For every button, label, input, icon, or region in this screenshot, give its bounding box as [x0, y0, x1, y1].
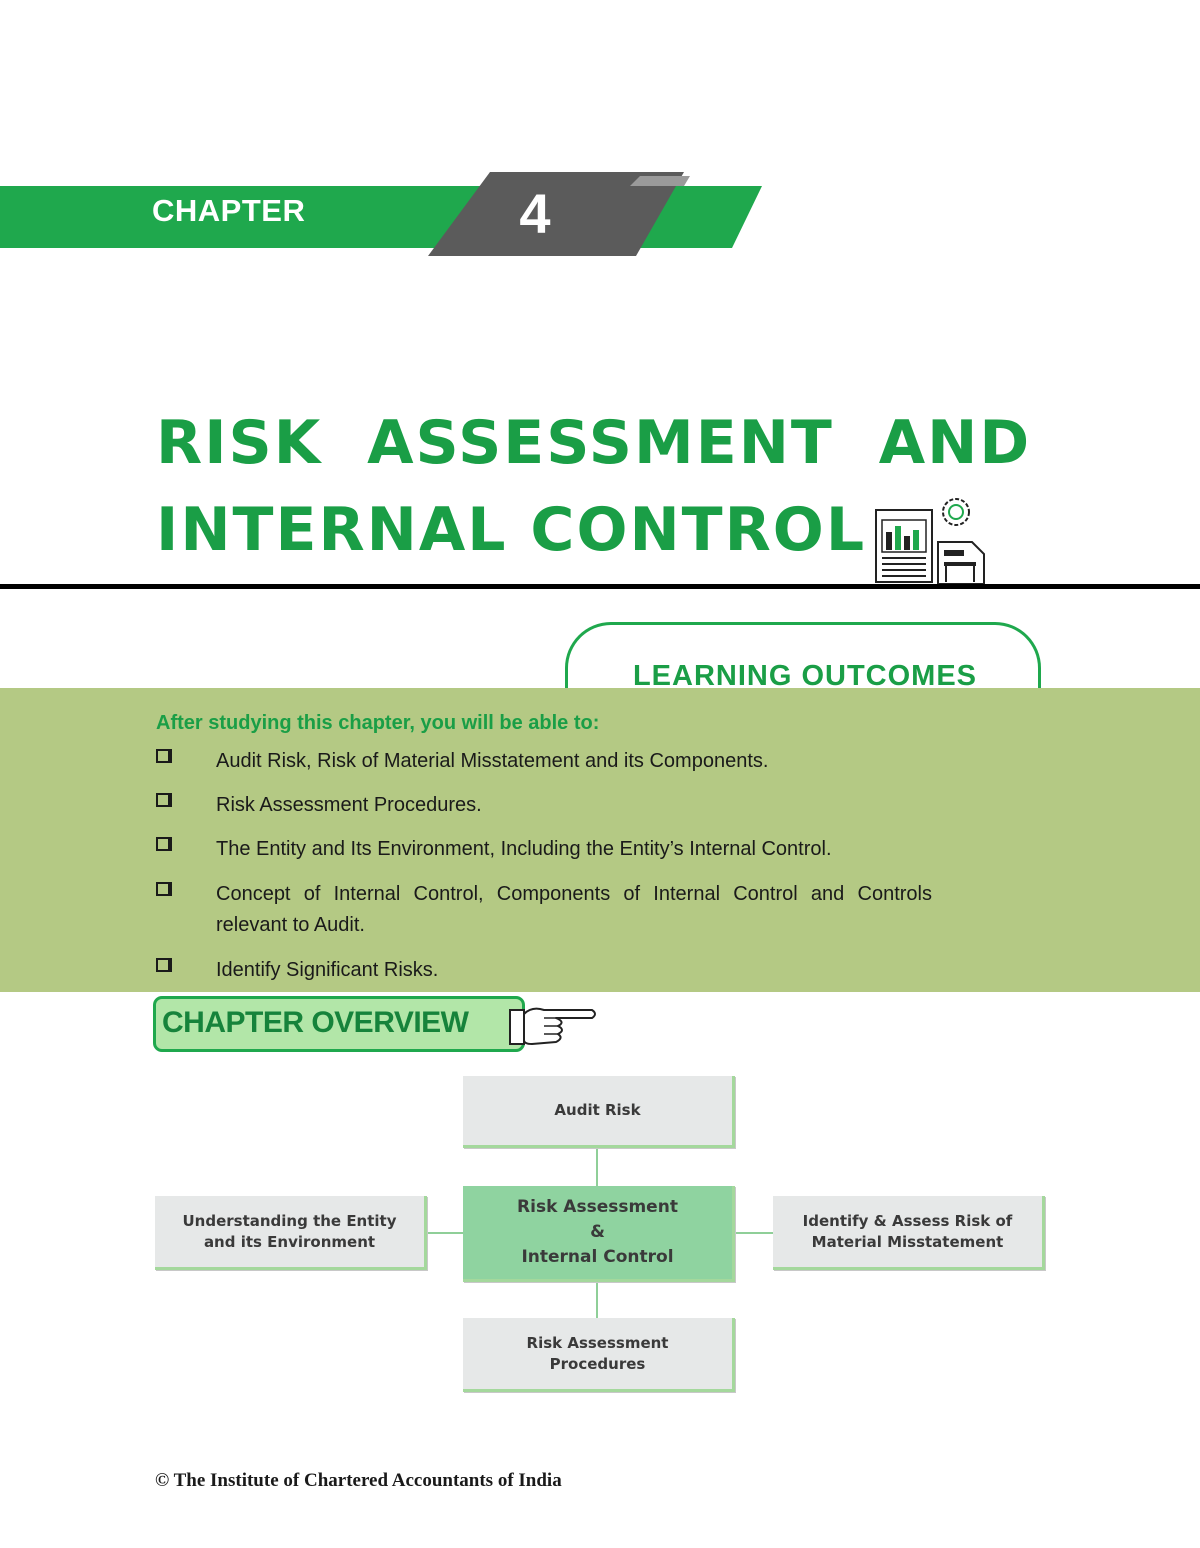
chapter-number: 4 [519, 182, 551, 245]
flowchart-node-identify-assess-risk [773, 1196, 1045, 1270]
pointing-hand-icon [508, 1000, 600, 1052]
chapter-title-line-2: INTERNAL CONTROL [156, 495, 867, 565]
title-divider [0, 584, 1200, 589]
checkbox-bullet-icon [156, 882, 170, 896]
node-label: Identify & Assess Risk of [802, 1211, 1013, 1230]
chapter-title-line-1: RISK ASSESSMENT AND [156, 408, 1032, 478]
node-label: Material Misstatement [811, 1232, 1004, 1251]
node-label: Procedures [549, 1354, 646, 1373]
chapter-banner [0, 172, 770, 256]
node-label: Risk Assessment [526, 1333, 669, 1352]
connector-line [735, 1232, 773, 1234]
flowchart-node-understanding-entity [155, 1196, 427, 1270]
copyright-footer: © The Institute of Chartered Accountants of India [155, 1470, 562, 1491]
connector-line [596, 1282, 598, 1318]
list-item-text: Identify Significant Risks. [216, 959, 439, 981]
chapter-label: CHAPTER [152, 193, 306, 228]
checkbox-bullet-icon [156, 793, 170, 807]
node-label: Internal Control [521, 1247, 674, 1267]
node-label: Understanding the Entity [182, 1211, 397, 1230]
learning-outcomes-intro: After studying this chapter, you will be able to: [156, 712, 600, 734]
node-label: and its Environment [203, 1232, 376, 1251]
node-label: Risk Assessment [517, 1197, 678, 1217]
report-chart-gear-icon [872, 492, 988, 586]
connector-line [596, 1148, 598, 1186]
node-label: Audit Risk [554, 1101, 641, 1119]
list-item-text: Concept of Internal Control, Components of Internal Control and Controls relevant to Audit. [216, 883, 932, 936]
node-label: & [590, 1222, 605, 1242]
checkbox-bullet-icon [156, 749, 170, 763]
flowchart-node-audit-risk [463, 1076, 735, 1148]
list-item-text: Audit Risk, Risk of Material Misstatement and its Components. [216, 750, 769, 772]
checkbox-bullet-icon [156, 958, 170, 972]
flowchart-node-risk-assessment-internal-control [463, 1186, 735, 1282]
checkbox-bullet-icon [156, 837, 170, 851]
flowchart-node-risk-assessment-procedures [463, 1318, 735, 1392]
list-item-text: The Entity and Its Environment, Including the Entity’s Internal Control. [216, 838, 832, 860]
list-item-text: Risk Assessment Procedures. [216, 794, 482, 816]
chapter-overview-label: CHAPTER OVERVIEW [162, 1006, 469, 1039]
learning-outcomes-heading: LEARNING OUTCOMES [632, 660, 978, 692]
connector-line [427, 1232, 463, 1234]
